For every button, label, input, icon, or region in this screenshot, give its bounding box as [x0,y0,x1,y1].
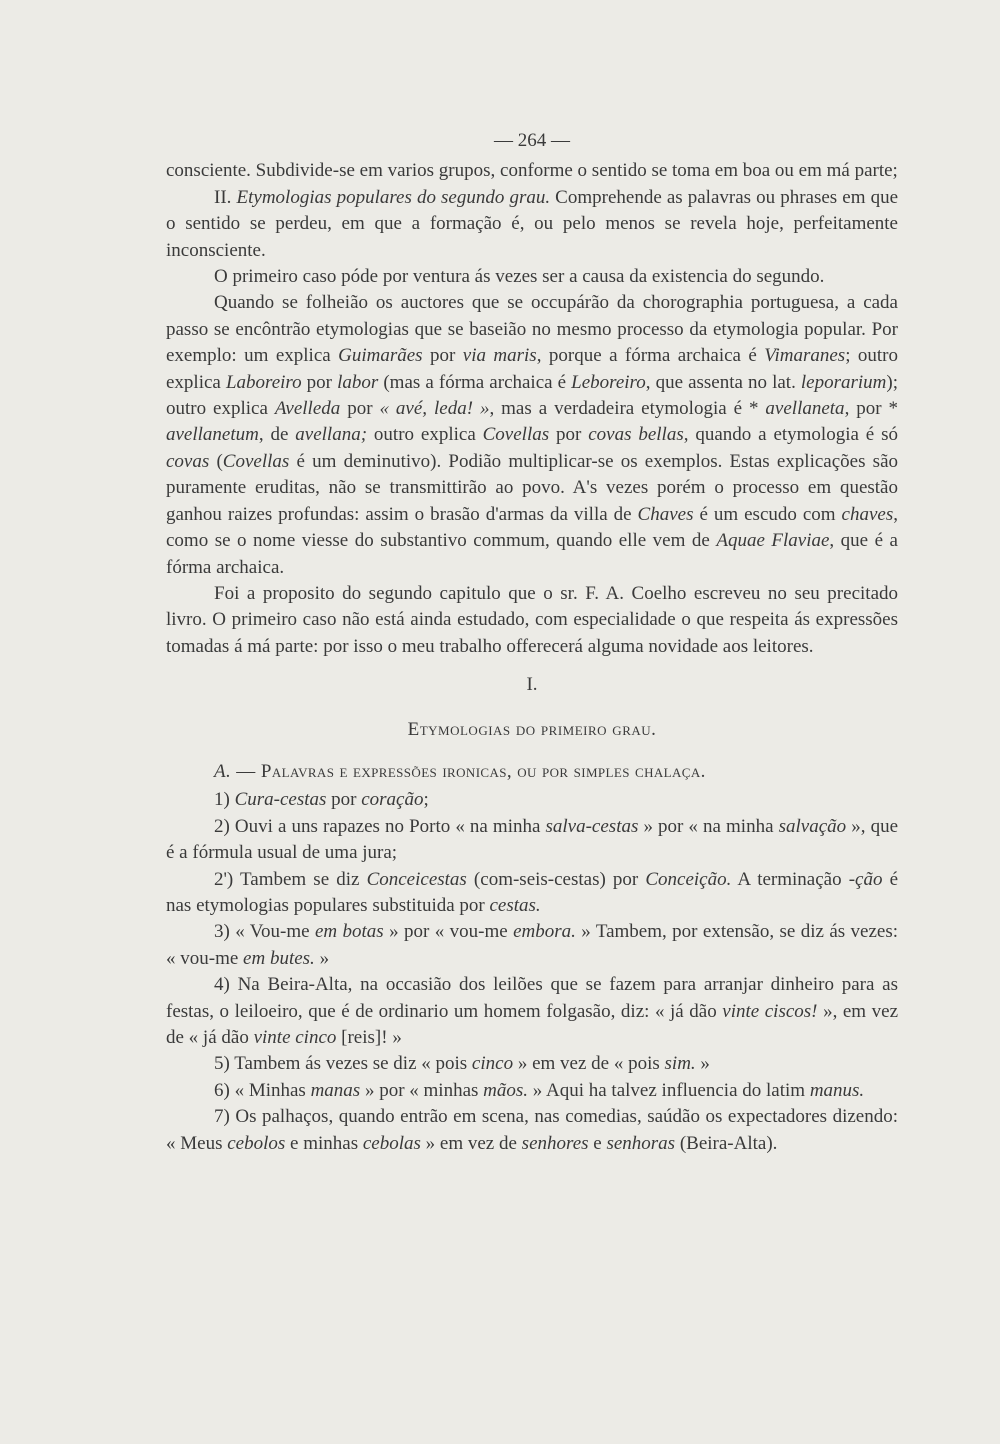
list-item: 2) Ouvi a uns rapazes no Porto « na minha salva-cestas » por « na minha salvação », que é a fórmula usual de uma jura; [166,815,898,864]
list-item: 5) Tambem ás vezes se diz « pois cinco » em vez de « pois sim. » [214,1053,710,1075]
list-item: 7) Os palhaços, quando entrão em scena, nas comedias, saúdão os expectadores dizendo: « Meus cebolos e minhas cebolas » em vez de senhores e senhoras (Beira-Alta). [166,1106,898,1154]
list-item: 1) Cura-cestas por coração; [214,789,429,811]
section-title: Etymologias do primeiro grau. [407,718,657,740]
subsection-heading: A. — Palavras e expressões ironicas, ou por simples chalaça. [214,760,706,782]
list-item: 4) Na Beira-Alta, na occasião dos leilões que se fazem para arranjar dinheiro para as festas, o leiloeiro, que é de ordinario um homem folgasão, diz: « já dão vinte ciscos! », em vez de « já dão vinte cinco [reis]! » [166,974,899,1048]
paragraph-second-grade: II. Etymologias populares do segundo grau. Comprehende as palavras ou phrases em que o sentido se perdeu, em que a formação é, ou pelo menos se revela hoje, perfeitamente inconsciente. [166,186,898,261]
list-item: 2') Tambem se diz Conceicestas (com-seis-cestas) por Conceição. A terminação -ção é nas etymologias populares substituida por cestas. [166,868,899,916]
paragraph-first-case: O primeiro caso póde por ventura ás vezes ser a causa da existencia do segundo. [214,266,825,288]
section-number: I. [526,674,538,696]
paragraph-chorography: Quando se folheião os auctores que se occupárão da chorographia portuguesa, a cada passo se encôntrão etymologias que se baseião no mesmo processo da etymologia popular. Por exemplo: um explica Guimarães por via maris, porque a fórma archaica é Vimaranes; outro explica Laboreiro por labor (mas a fórma archaica é Leboreiro, que assenta no lat. leporarium); outro explica Avelleda por « avé, leda! », mas a verdadeira etymologia é * avellaneta, por * avellanetum, de avellana; outro explica Covellas por covas bellas, quando a etymologia é só covas (Covellas é um deminutivo). Podião multiplicar-se os exemplos. Estas explicações são puramente eruditas, não se transmittirão ao povo. A's vezes porém o processo em questão ganhou raizes profundas: assim o brasão d'armas da villa de Chaves é um escudo com chaves, como se o nome viesse do substantivo commum, quando elle vem de Aquae Flaviae, que é a fórma archaica. [166,292,899,578]
list-item: 6) « Minhas manas » por « minhas mãos. » Aqui ha talvez influencia do latim manus. [214,1079,865,1101]
paragraph-continuation: consciente. Subdivide-se em varios grupos, conforme o sentido se toma em boa ou em má parte; [166,160,898,182]
paragraph-coelho: Foi a proposito do segundo capitulo que o sr. F. A. Coelho escreveu no seu precitado livro. O primeiro caso não está ainda estudado, com especialidade o que respeita ás expressões tomadas á má parte: por isso o meu trabalho offerecerá alguma novidade aos leitores. [166,582,898,657]
page-number: — 264 — [494,130,570,151]
page-text [166,128,898,1157]
list-item: 3) « Vou-me em botas » por « vou-me embora. » Tambem, por extensão, se diz ás vezes: « vou-me em butes. » [166,921,899,969]
